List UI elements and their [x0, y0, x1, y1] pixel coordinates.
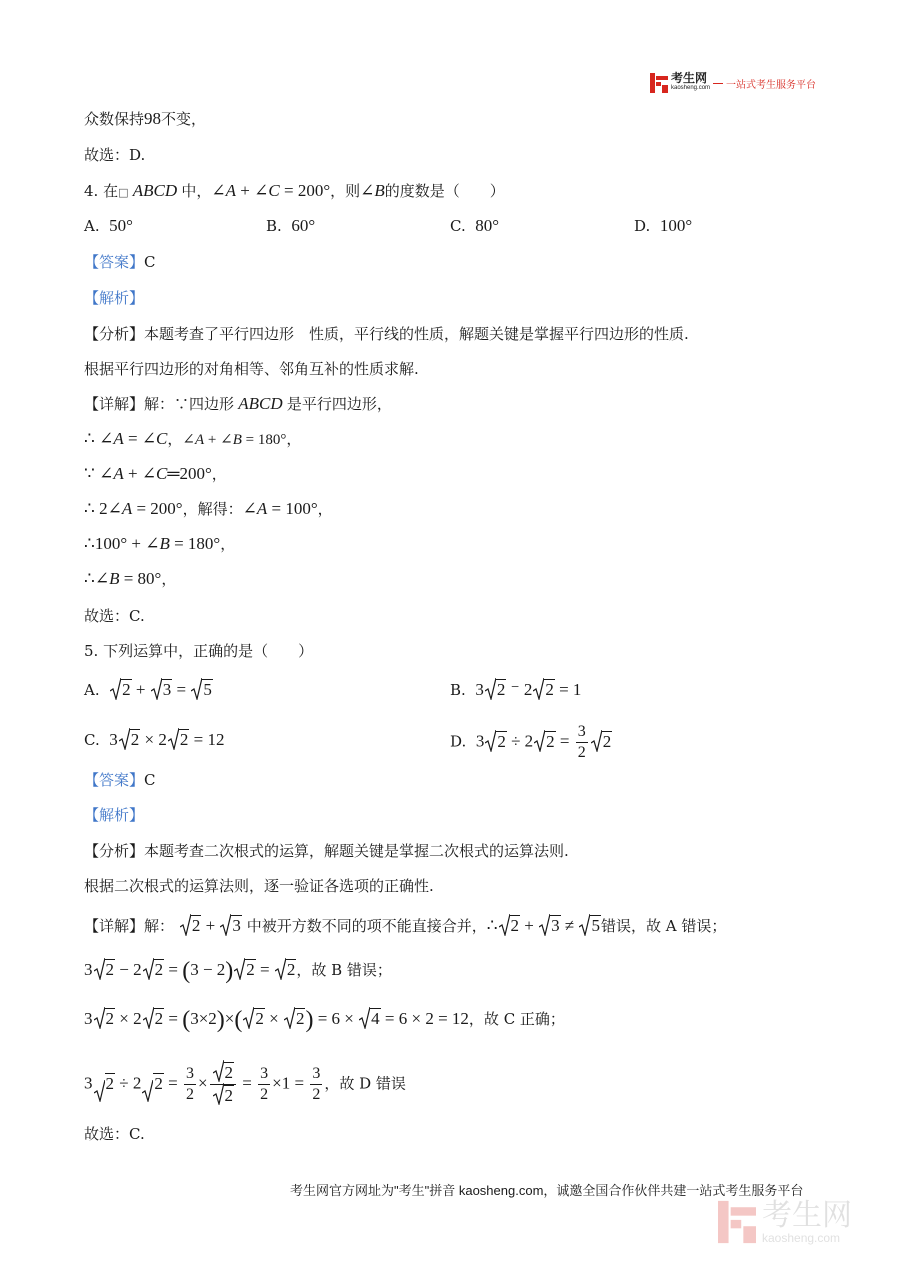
q5-detail-1: 【详解】解： 2 + 3 中被开方数不同的项不能直接合并，∴ 2 + 3 ≠ 5错误，故 A 错误；: [84, 916, 727, 935]
q4-option-d: D. 100°: [634, 216, 693, 235]
q5-method: 根据二次根式的运算法则，逐一验证各选项的正确性.: [84, 877, 434, 895]
q5-choose: 故选：C.: [84, 1125, 145, 1143]
q4-detail-3: ∵ ∠A + ∠C═200°，: [84, 464, 227, 483]
watermark-logo-icon: [718, 1200, 756, 1244]
q5-stem: 5. 下列运算中，正确的是（ ）: [84, 642, 314, 660]
sqrt-3: 3: [151, 678, 173, 702]
q4-detail-5: ∴100° + ∠B = 180°，: [84, 534, 236, 553]
q5-detail-3: 3 2 × 2 2 = (3×2)×( 2 × 2) = 6 × 4 = 6 × 2 = 12，故 C 正确；: [84, 1007, 565, 1033]
q5-answer: 【答案】C: [84, 771, 156, 789]
q4-detail-1: 【详解】解：∵四边形 ABCD 是平行四边形，: [84, 394, 392, 413]
q4-method: 根据平行四边形的对角相等、邻角互补的性质求解.: [84, 360, 419, 378]
q5-detail-2: 3 2 − 2 2 = (3 − 2) 2 = 2，故 B 错误；: [84, 958, 392, 984]
q4-option-c: C. 80°: [450, 216, 500, 235]
q4-detail-4: ∴ 2∠A = 200°，解得：∠A = 100°，: [84, 499, 333, 518]
logo-sub: kaosheng.com: [671, 85, 711, 91]
q5-option-c: C. 3 2 × 2 2 = 12: [84, 730, 225, 749]
q5-option-d: D. 3 2 ÷ 2 2 = $\frac{3}{2}$ 2: [450, 723, 612, 761]
q4-fenxi: 【分析】本题考查了平行四边形 性质，平行线的性质，解题关键是掌握平行四边形的性质.: [84, 325, 689, 343]
q4-stem: 4. 在□ ABCD 中，∠A + ∠C = 200°，则∠B的度数是（ ）: [84, 181, 505, 200]
q5-jiexi: 【解析】: [84, 806, 145, 824]
header-slogan: 一站式考生服务平台: [726, 79, 817, 91]
footer-text: 考生网官方网址为"考生"拼音 kaosheng.com，诚邀全国合作伙伴共建一站式考生服务平台: [290, 1183, 804, 1198]
sqrt-5: 5: [191, 678, 213, 702]
q4-jiexi: 【解析】: [84, 289, 145, 307]
q4-detail-6: ∴∠B = 80°，: [84, 569, 177, 588]
header-logo: [650, 72, 816, 94]
watermark-sub: kaosheng.com: [762, 1231, 841, 1245]
q5-option-b: B. 3 2 ⁻ 2 2 = 1: [450, 680, 582, 699]
logo-text: 考生网: [671, 71, 708, 85]
kaosheng-logo-icon: [650, 73, 668, 93]
q4-choose: 故选：C.: [84, 607, 145, 625]
text-line: 众数保持98不变，: [84, 109, 207, 128]
watermark: [718, 1200, 852, 1244]
q4-option-b: B. 60°: [266, 216, 316, 235]
q5-detail-4: 3 2 ÷ 2 2 = $\frac{3}{2}$ × $\frac{2}{2}$ = $\frac{3}{2}$ ×1 = $\frac{3}{2}$ ，故 D 错误: [84, 1062, 406, 1107]
q4-detail-2: ∴ ∠A = ∠C，∠A + ∠B = 180°，: [84, 429, 302, 448]
q5-option-a: A. 2 + 3 = 5: [84, 678, 213, 702]
sqrt-2: 2: [110, 678, 132, 702]
choice-line: 故选：D.: [84, 146, 146, 164]
q4-option-a: A. 50°: [84, 216, 133, 235]
watermark-text: 考生网: [762, 1198, 852, 1233]
q5-fenxi: 【分析】本题考查二次根式的运算，解题关键是掌握二次根式的运算法则.: [84, 842, 569, 860]
q4-answer: 【答案】C: [84, 253, 156, 271]
